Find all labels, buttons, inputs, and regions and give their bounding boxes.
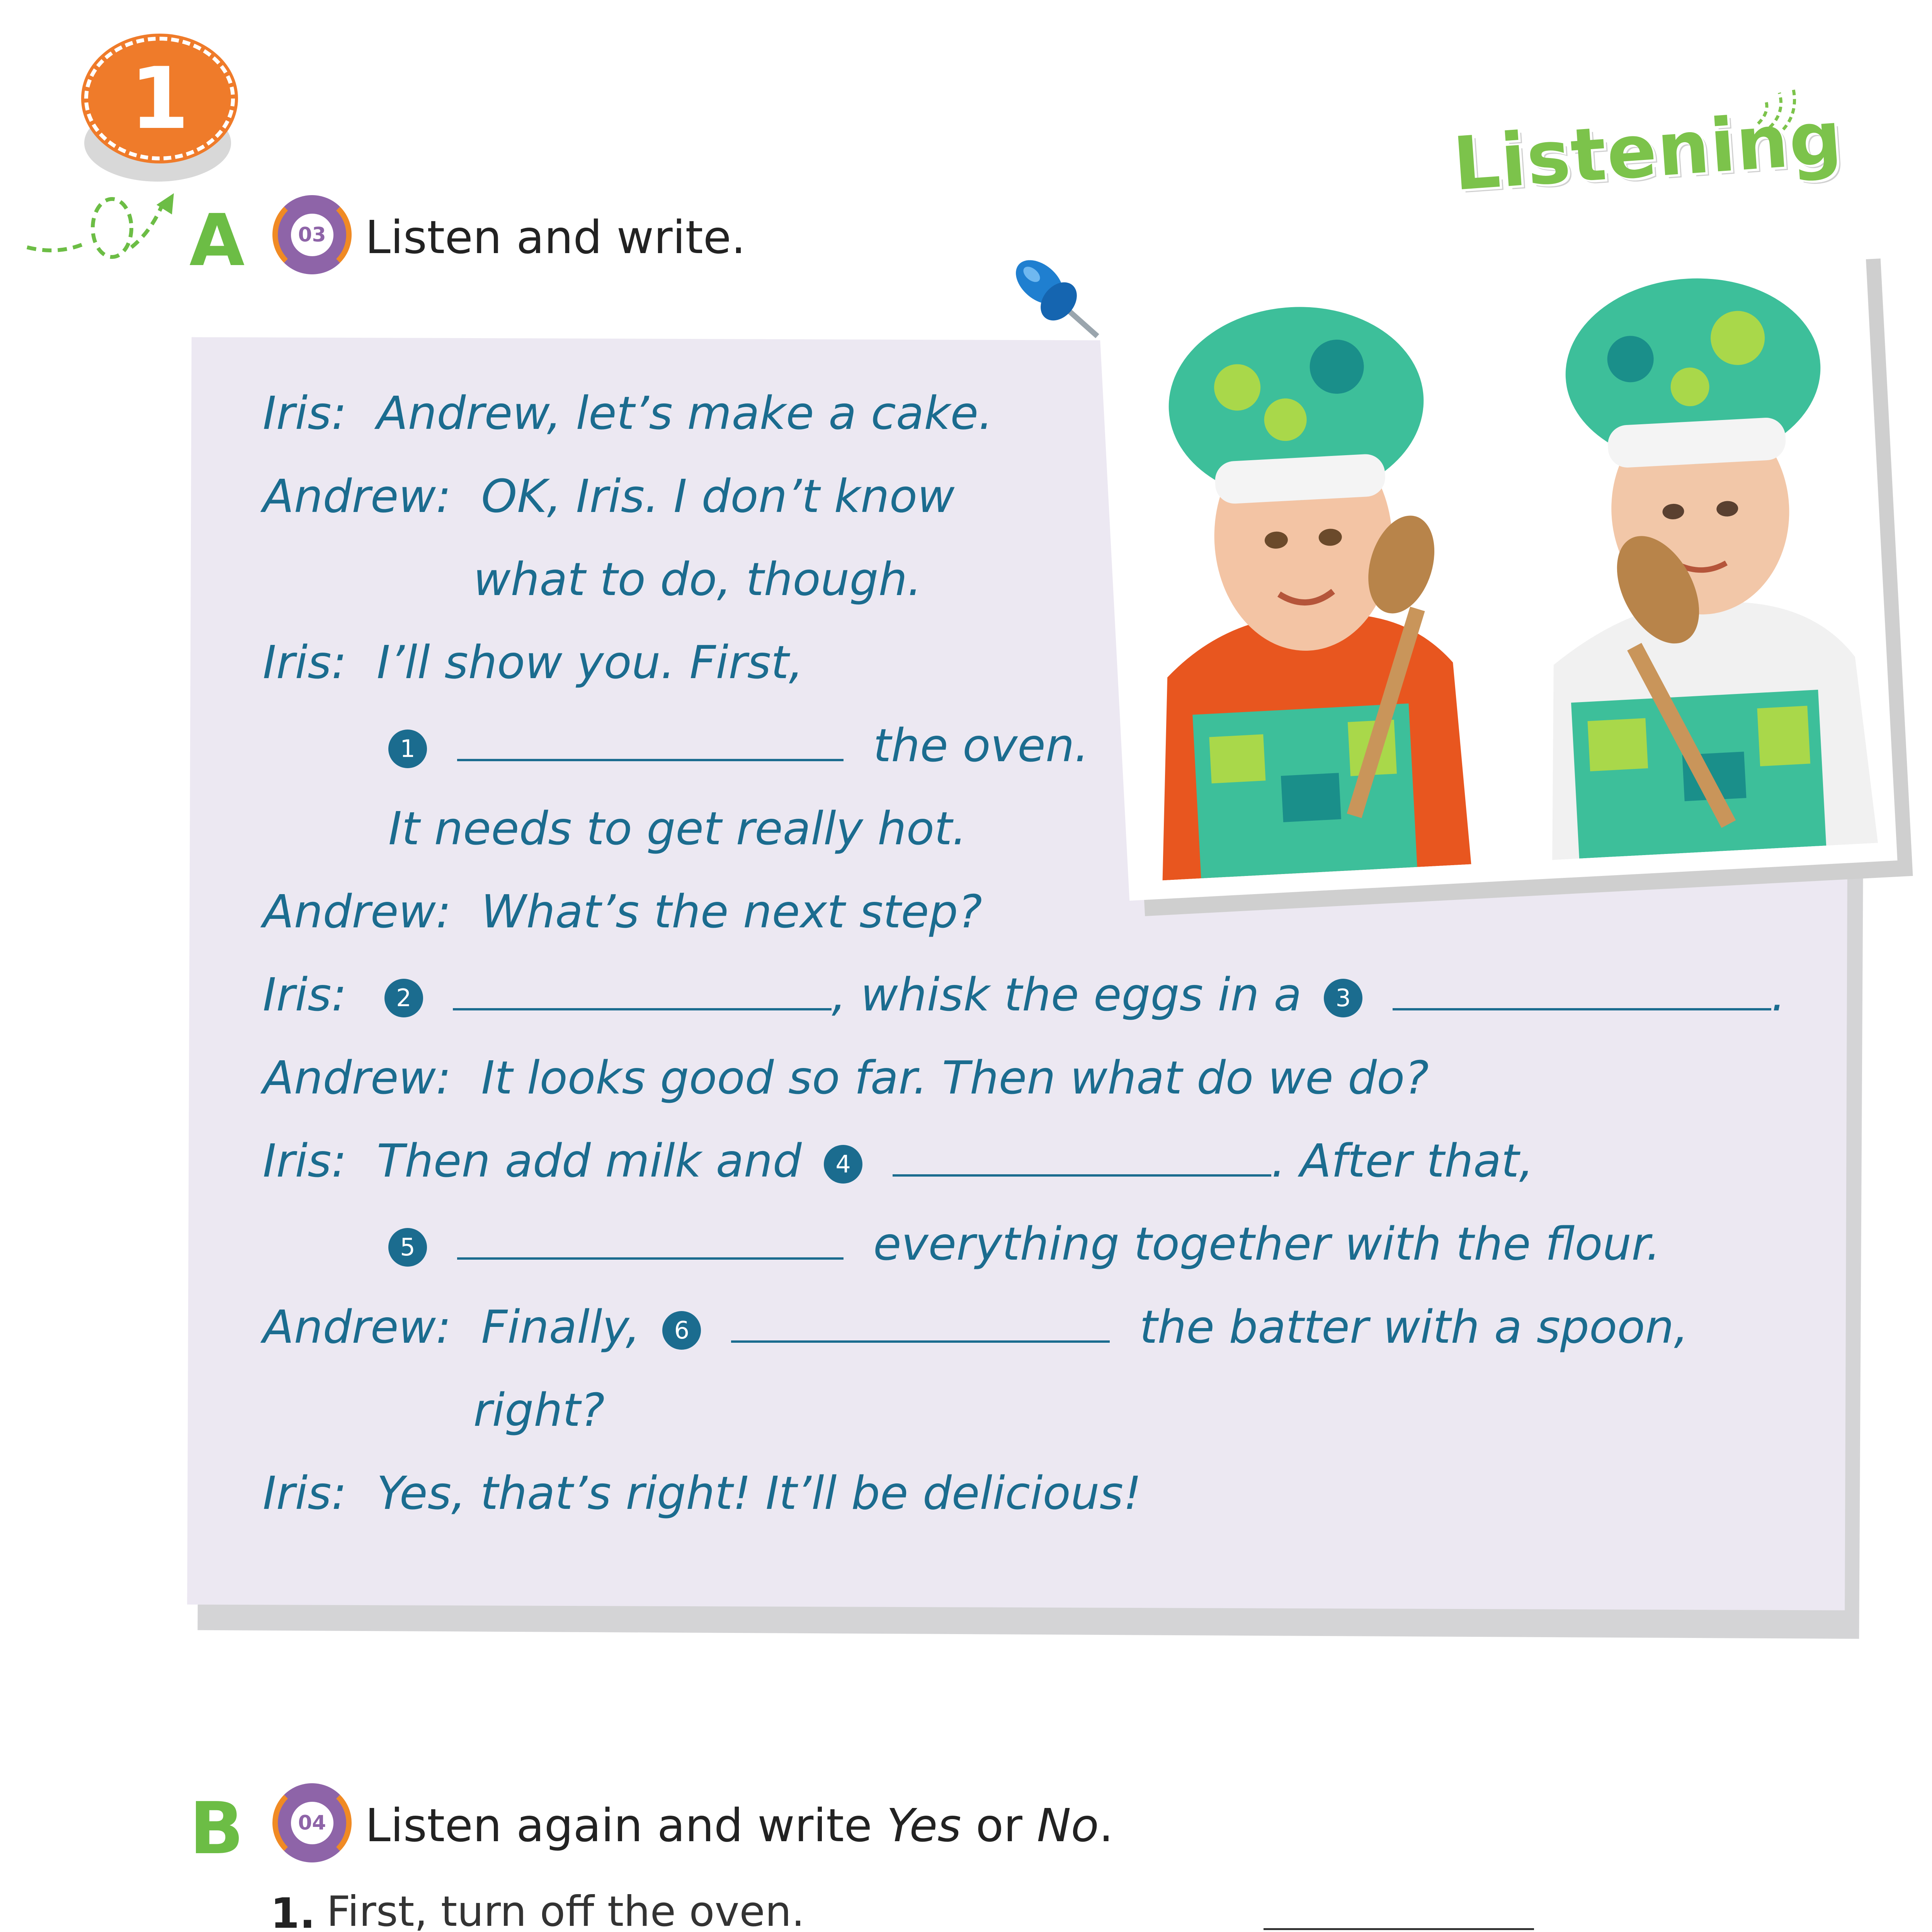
unit-number-badge xyxy=(84,37,235,160)
dialogue-line xyxy=(263,1300,1689,1354)
answer-blank-4[interactable] xyxy=(893,1147,1271,1177)
dialogue-text: the batter with a spoon, xyxy=(1139,1300,1689,1354)
unit-number: 1 xyxy=(130,49,189,148)
audio-track-icon[interactable] xyxy=(272,1783,352,1862)
pushpin-icon xyxy=(1005,247,1105,348)
dialogue-line xyxy=(263,968,1786,1021)
instruction-yes: Yes xyxy=(886,1799,961,1852)
dialogue-text: Andrew, let’s make a cake. xyxy=(376,386,993,440)
sound-waves-icon xyxy=(1754,85,1797,131)
dialogue-text: It looks good so far. Then what do we do? xyxy=(481,1051,1429,1104)
blank-number: 1 xyxy=(388,730,427,768)
dialogue-line xyxy=(263,885,982,938)
speaker-label: Andrew: xyxy=(263,1051,451,1104)
question-number: 1. xyxy=(270,1889,316,1932)
speaker-label: Andrew: xyxy=(263,1300,451,1354)
question-text: First, turn off the oven. xyxy=(327,1888,805,1932)
answer-blank-3[interactable] xyxy=(1393,981,1771,1010)
dialogue-text: the oven. xyxy=(873,719,1089,772)
dialogue-text: everything together with the flour. xyxy=(873,1217,1661,1270)
speaker-label: Iris: xyxy=(263,386,347,440)
kids-chefs-illustration xyxy=(1117,262,1878,881)
dialogue-line xyxy=(263,1466,1141,1520)
dialogue-text: I’ll show you. First, xyxy=(376,636,803,689)
part-b-instruction xyxy=(365,1799,1113,1852)
instruction-text: Listen again and write xyxy=(365,1799,887,1852)
blank-number: 4 xyxy=(824,1145,862,1184)
speaker-label: Iris: xyxy=(263,1134,347,1187)
answer-blank-5[interactable] xyxy=(457,1230,844,1260)
part-b-letter: B xyxy=(189,1787,244,1870)
kids-chefs-photo xyxy=(1117,262,1878,881)
photo-frame xyxy=(1097,243,1897,901)
dialogue-line xyxy=(388,1217,1661,1270)
instruction-no: No xyxy=(1037,1799,1099,1852)
audio-track-number: 04 xyxy=(291,1802,333,1844)
speaker-label: Andrew: xyxy=(263,885,451,938)
instruction-end: . xyxy=(1099,1799,1114,1852)
answer-line-1[interactable] xyxy=(1264,1928,1534,1930)
audio-track-number: 03 xyxy=(291,214,333,256)
dialogue-line: right? xyxy=(473,1383,605,1437)
dialogue-line: It needs to get really hot. xyxy=(388,802,967,855)
dialogue-text: . After that, xyxy=(1271,1134,1534,1187)
audio-track-icon[interactable] xyxy=(272,195,352,274)
instruction-or: or xyxy=(961,1799,1037,1852)
dialogue-text: Finally, xyxy=(481,1300,640,1354)
dialogue-text: Then add milk and xyxy=(376,1134,802,1187)
answer-blank-1[interactable] xyxy=(457,732,844,761)
dialogue-line xyxy=(263,1134,1534,1187)
speaker-label: Iris: xyxy=(263,636,347,689)
dialogue-line xyxy=(263,386,993,440)
part-a-instruction: Listen and write. xyxy=(365,211,746,264)
speaker-label: Iris: xyxy=(263,1466,347,1520)
blank-number: 3 xyxy=(1324,979,1362,1017)
recycle-arrow-icon xyxy=(23,182,178,278)
speaker-label: Iris: xyxy=(263,968,347,1021)
dialogue-text: What’s the next step? xyxy=(481,885,982,938)
dialogue-line xyxy=(388,719,1089,772)
dialogue-line xyxy=(263,636,803,689)
speaker-label: Andrew: xyxy=(263,469,451,523)
dialogue-line xyxy=(263,469,954,523)
dialogue-text: , whisk the eggs in a xyxy=(832,968,1302,1021)
dialogue-line: what to do, though. xyxy=(473,553,922,606)
dialogue-text: . xyxy=(1771,968,1786,1021)
answer-blank-6[interactable] xyxy=(731,1313,1110,1343)
blank-number: 5 xyxy=(388,1228,427,1267)
dialogue-text: OK, Iris. I don’t know xyxy=(481,469,955,523)
blank-number: 6 xyxy=(662,1311,701,1350)
dialogue-text: Yes, that’s right! It’ll be delicious! xyxy=(376,1466,1142,1520)
dialogue-line xyxy=(263,1051,1429,1104)
part-a-letter: A xyxy=(189,199,245,282)
answer-blank-2[interactable] xyxy=(453,981,832,1010)
blank-number: 2 xyxy=(384,979,423,1017)
section-label: Listening xyxy=(1450,95,1845,207)
